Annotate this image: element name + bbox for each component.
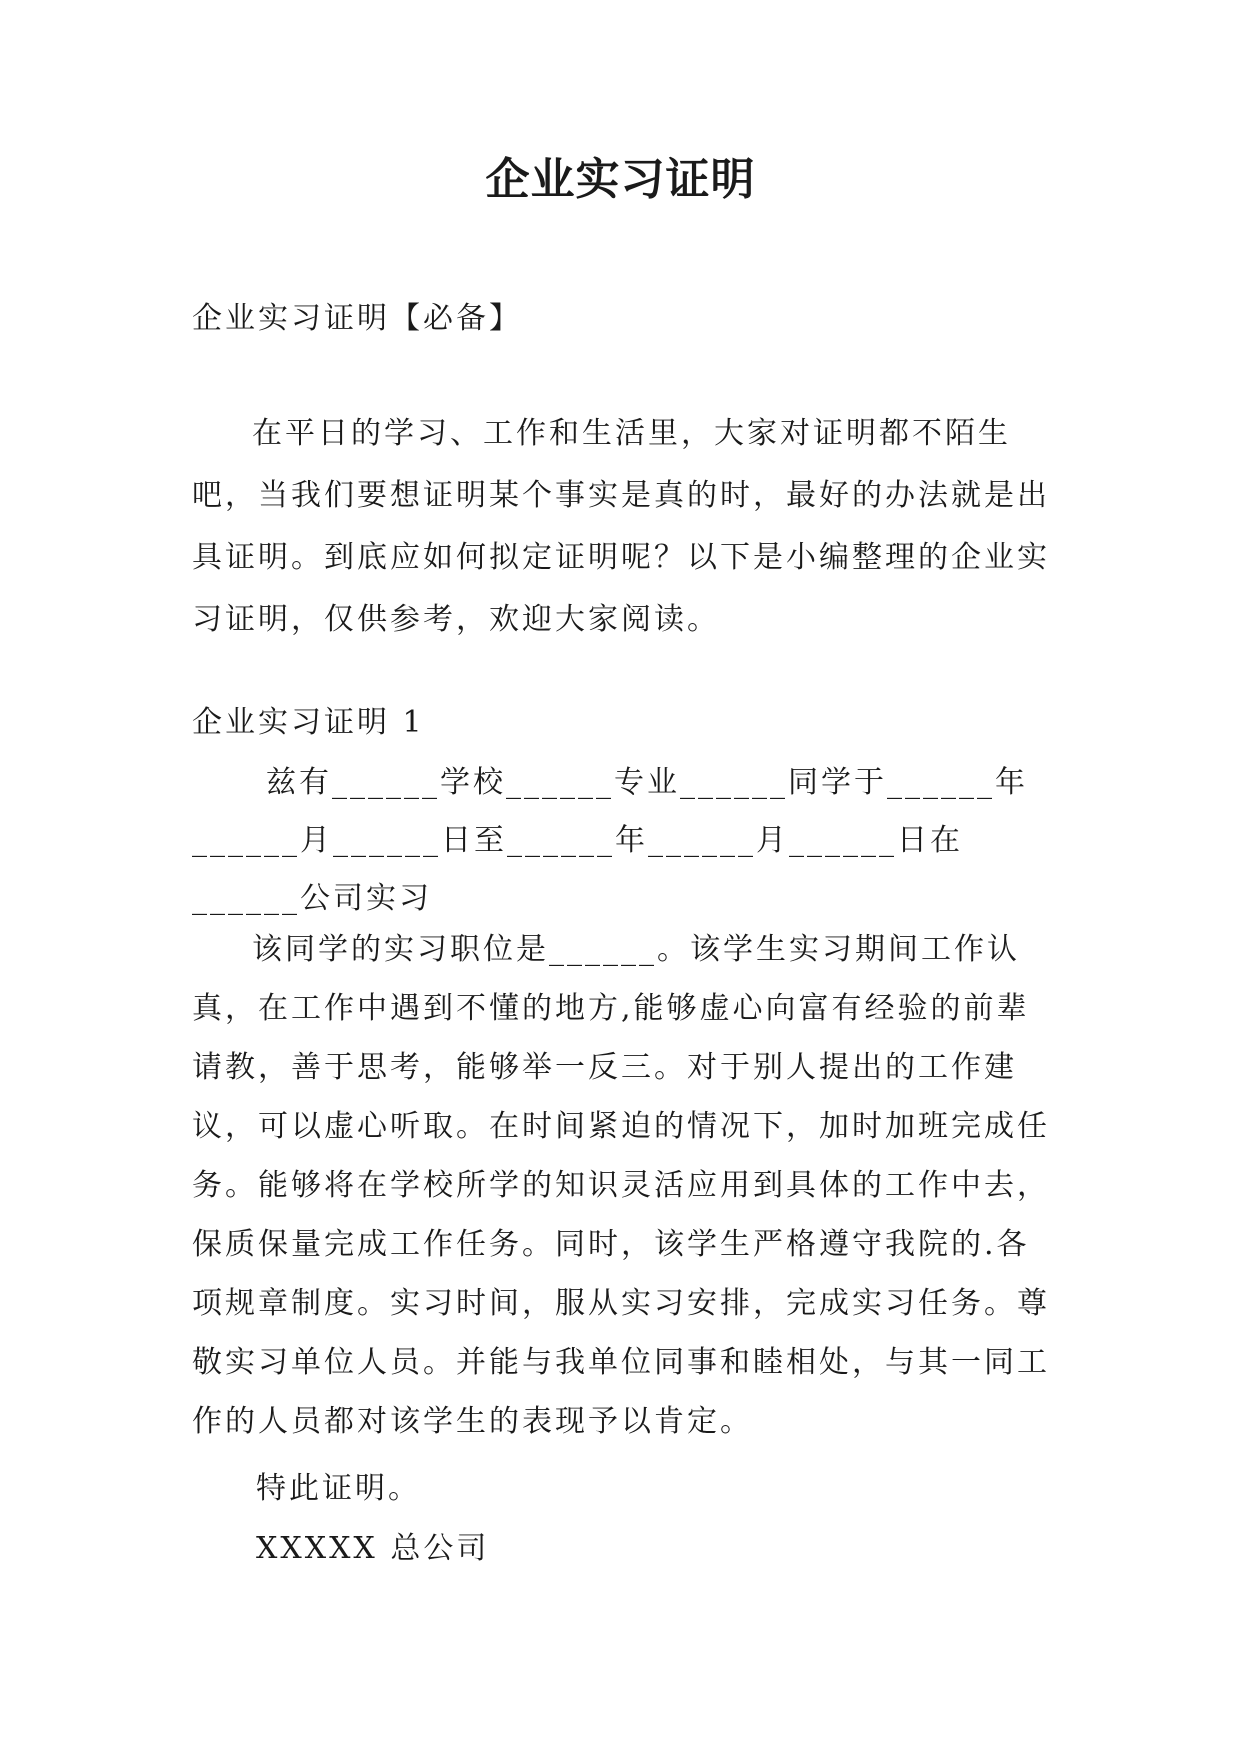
issuing-company: XXXXX 总公司 (256, 1531, 490, 1566)
closing-statement: 特此证明。 (256, 1471, 421, 1506)
document-subtitle: 企业实习证明【必备】 (192, 301, 522, 336)
certificate-fill-in-line: 兹有______学校______专业______同学于______年______月______日至______年______月______日在______公司实习 (192, 765, 1028, 916)
certificate-body-paragraph: 该同学的实习职位是______。该学生实习期间工作认真，在工作中遇到不懂的地方,能够虚心向富有经验的前辈请教，善于思考，能够举一反三。对于别人提出的工作建议，可以虚心听取。在时间紧迫的情况下，加时加班完成任务。能够将在学校所学的知识灵活应用到具体的工作中去，保质保量完成工作任务。同时，该学生严格遵守我院的.各项规章制度。实习时间，服从实习安排，完成实习任务。尊敬实习单位人员。并能与我单位同事和睦相处，与其一同工作的人员都对该学生的表现予以肯定。 (192, 932, 1050, 1439)
document-title: 企业实习证明 (485, 154, 756, 205)
section-heading: 企业实习证明 1 (192, 705, 425, 740)
intro-paragraph: 在平日的学习、工作和生活里，大家对证明都不陌生吧，当我们要想证明某个事实是真的时，最好的办法就是出具证明。到底应如何拟定证明呢？以下是小编整理的企业实习证明，仅供参考，欢迎大家阅读。 (192, 416, 1050, 637)
